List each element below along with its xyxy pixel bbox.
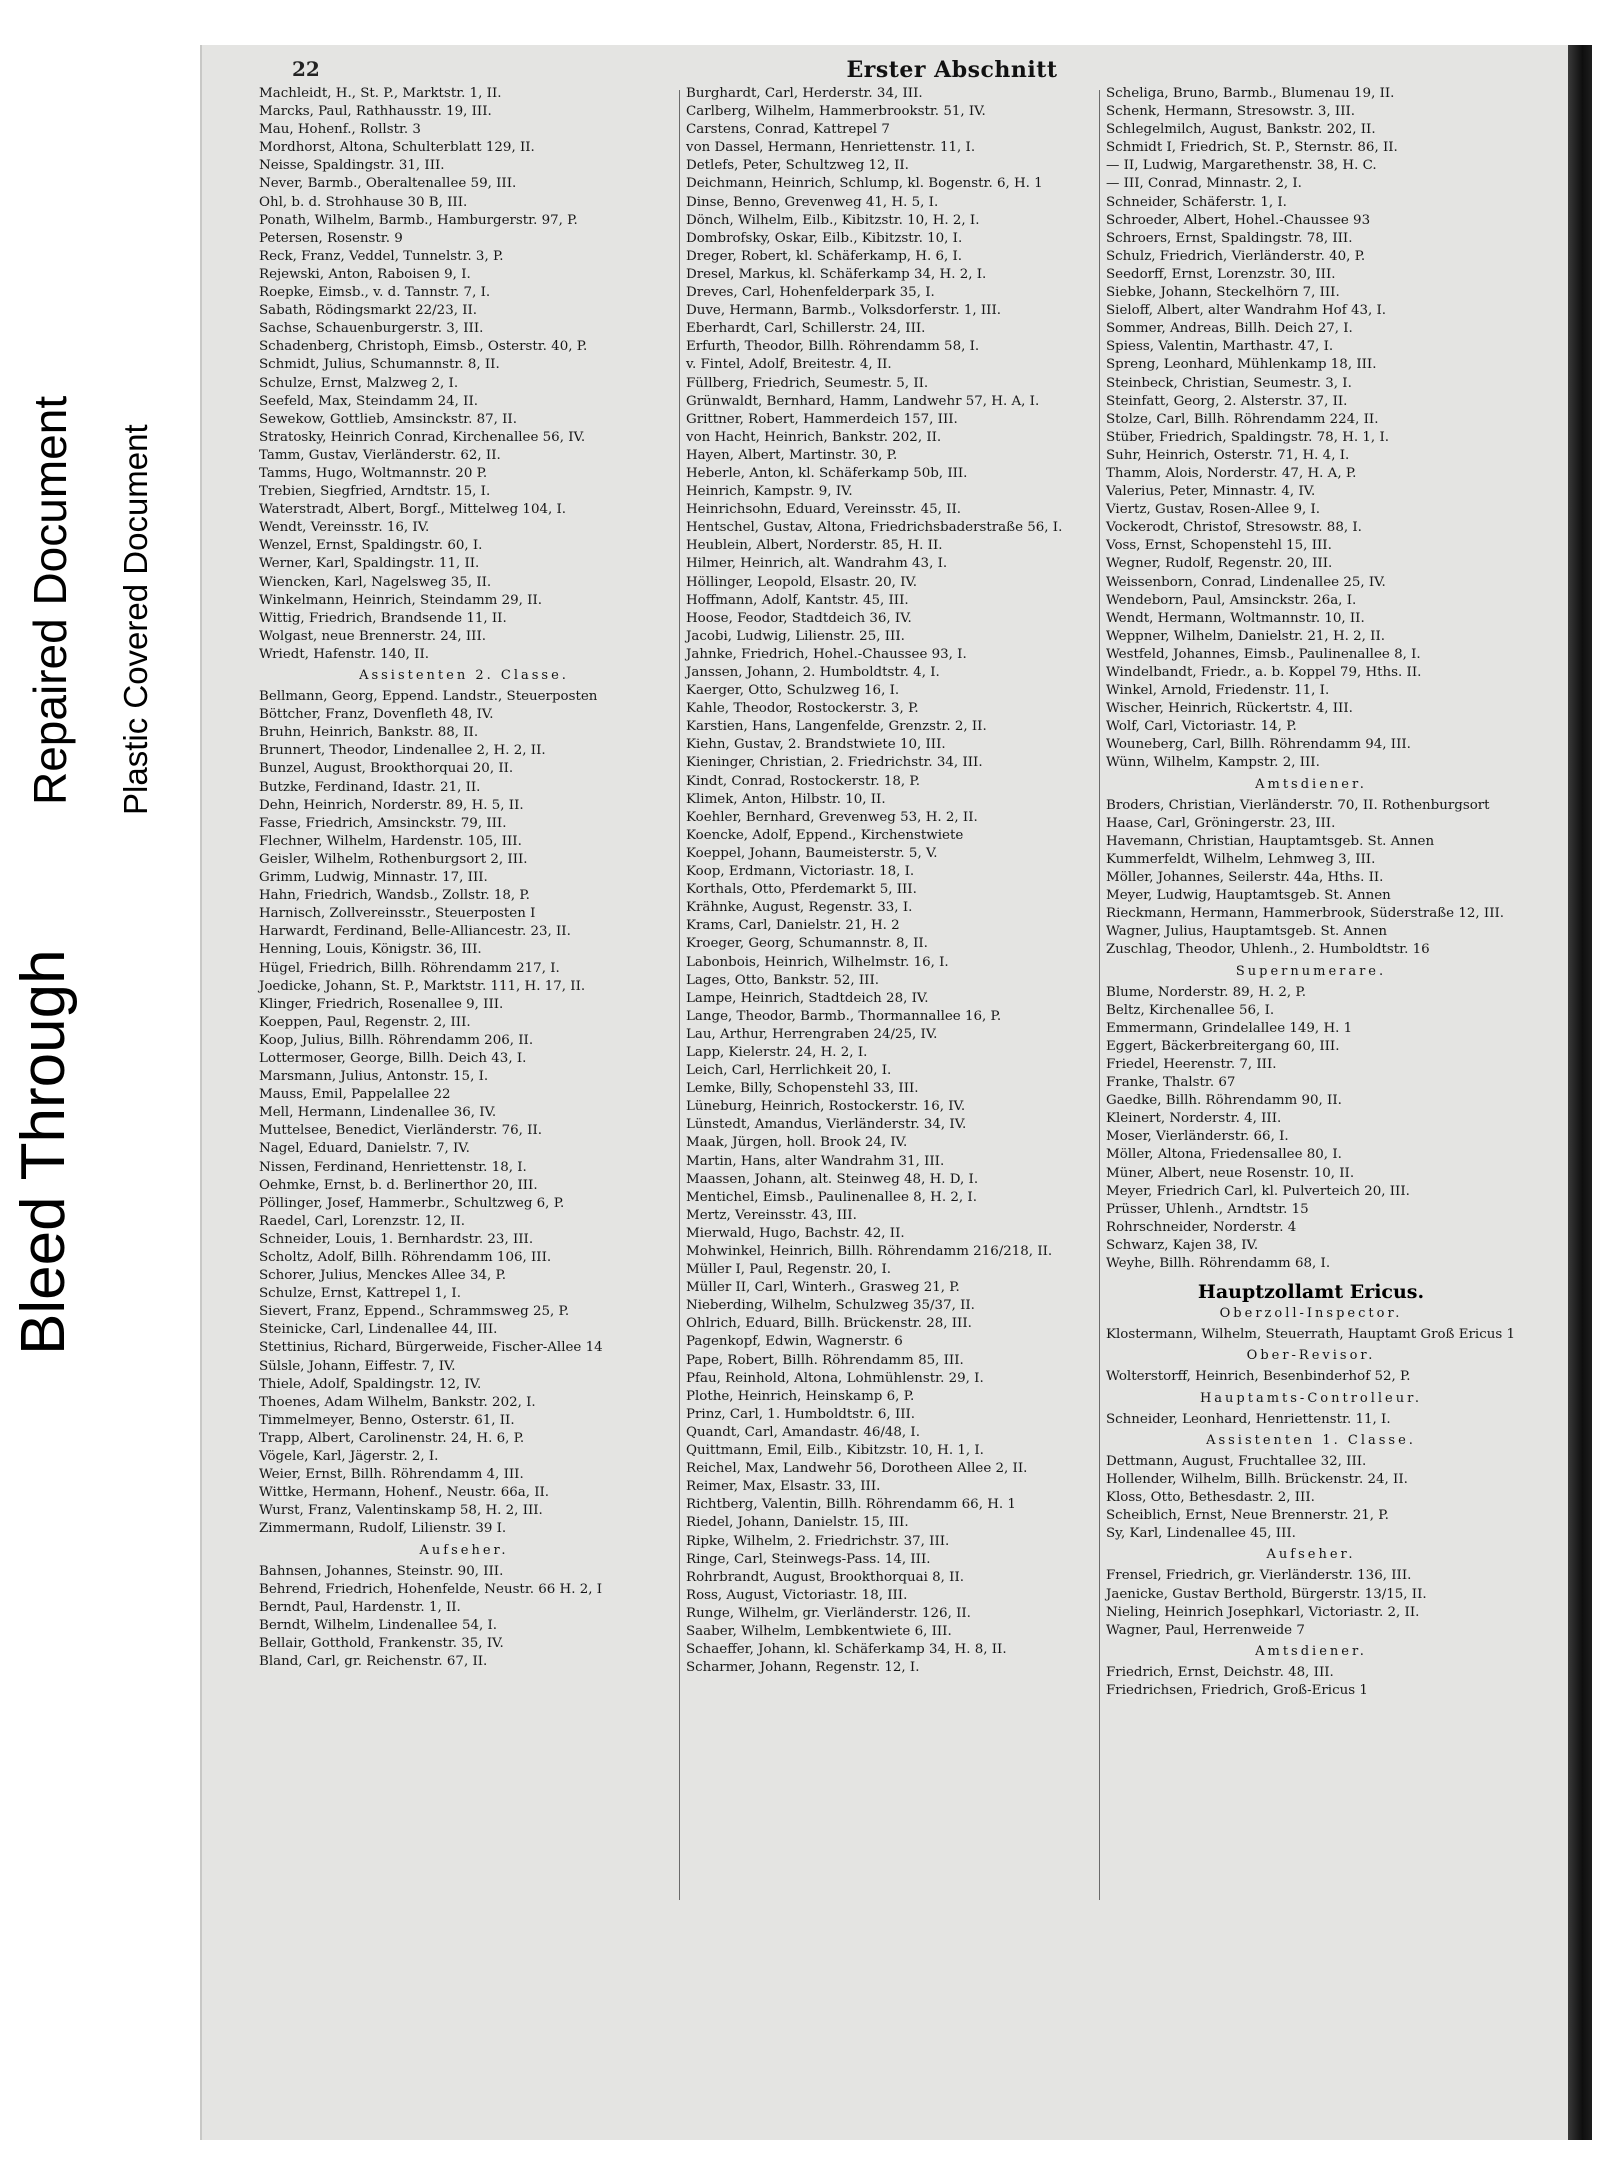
directory-entry: Marsmann, Julius, Antonstr. 15, I. (259, 1069, 489, 1085)
directory-entry: Hügel, Friedrich, Billh. Röhrendamm 217, I. (259, 960, 560, 976)
directory-entry: Wendt, Vereinsstr. 16, IV. (259, 520, 430, 536)
directory-entry: Wagner, Paul, Herrenweide 7 (1106, 1622, 1305, 1638)
directory-entry: Jaenicke, Gustav Berthold, Bürgerstr. 13/15, II. (1106, 1586, 1427, 1602)
directory-entry: Runge, Wilhelm, gr. Vierländerstr. 126, II. (686, 1605, 971, 1621)
directory-entry: Schneider, Louis, 1. Bernhardstr. 23, III. (259, 1231, 534, 1247)
directory-entry: Erfurth, Theodor, Billh. Röhrendamm 58, I. (686, 339, 980, 355)
directory-entry: Weier, Ernst, Billh. Röhrendamm 4, III. (259, 1467, 524, 1483)
directory-entry: Wagner, Julius, Hauptamtsgeb. St. Annen (1106, 924, 1387, 940)
directory-entry: Lange, Theodor, Barmb., Thormannallee 16, P. (686, 1008, 1002, 1024)
directory-entry: Heublein, Albert, Norderstr. 85, H. II. (686, 538, 943, 554)
office-heading: Hauptzollamt Ericus. (1197, 1281, 1425, 1304)
directory-entry: Thiele, Adolf, Spaldingstr. 12, IV. (259, 1376, 482, 1392)
directory-entry: Dreves, Carl, Hohenfelderpark 35, I. (686, 285, 935, 301)
directory-entry: Harnisch, Zollvereinsstr., Steuerposten I (259, 906, 536, 922)
directory-entry: Schorer, Julius, Menckes Allee 34, P. (259, 1268, 507, 1284)
directory-entry: Klostermann, Wilhelm, Steuerrath, Hauptamt Groß Ericus 1 (1106, 1327, 1515, 1343)
directory-entry: Siebke, Johann, Steckelhörn 7, III. (1106, 285, 1340, 301)
directory-entry: Broders, Christian, Vierländerstr. 70, II. Rothenburgsort (1106, 797, 1490, 813)
directory-entry: Kleinert, Norderstr. 4, III. (1106, 1111, 1282, 1127)
directory-entry: Berndt, Paul, Hardenstr. 1, II. (259, 1599, 461, 1615)
directory-entry: v. Fintel, Adolf, Breitestr. 4, II. (686, 357, 892, 373)
directory-entry: Schulz, Friedrich, Vierländerstr. 40, P. (1106, 248, 1366, 264)
directory-entry: Thoenes, Adam Wilhelm, Bankstr. 202, I. (259, 1394, 536, 1410)
directory-entry: Quandt, Carl, Amandastr. 46/48, I. (686, 1424, 920, 1440)
directory-entry: Nieberding, Wilhelm, Schulzweg 35/37, II. (686, 1298, 975, 1314)
directory-entry: Wolgast, neue Brennerstr. 24, III. (259, 628, 486, 644)
directory-entry: Weyhe, Billh. Röhrendamm 68, I. (1106, 1256, 1331, 1271)
section-heading: Supernumerare. (1235, 963, 1387, 979)
directory-entry: Westfeld, Johannes, Eimsb., Paulinenallee 8, I. (1106, 646, 1421, 662)
directory-entry: Rohrbrandt, August, Brookthorquai 8, II. (686, 1569, 965, 1585)
directory-entry: Voss, Ernst, Schopenstehl 15, III. (1106, 538, 1332, 554)
directory-entry: Neisse, Spaldingstr. 31, III. (259, 158, 445, 174)
directory-entry: Bahnsen, Johannes, Steinstr. 90, III. (259, 1563, 504, 1579)
directory-entry: Dresel, Markus, kl. Schäferkamp 34, H. 2, I. (686, 266, 987, 282)
directory-entry: Steinicke, Carl, Lindenallee 44, III. (259, 1322, 498, 1338)
directory-entry: Butzke, Ferdinand, Idastr. 21, II. (259, 779, 481, 795)
directory-entry: Koehler, Bernhard, Grevenweg 53, H. 2, II. (686, 809, 978, 825)
directory-entry: — II, Ludwig, Margarethenstr. 38, H. C. (1106, 158, 1377, 174)
directory-entry: Pagenkopf, Edwin, Wagnerstr. 6 (686, 1334, 903, 1350)
directory-entry: Müner, Albert, neue Rosenstr. 10, II. (1106, 1165, 1355, 1181)
section-heading: Hauptamts-Controlleur. (1199, 1390, 1423, 1406)
section-heading: Assistenten 1. Classe. (1206, 1432, 1416, 1448)
directory-entry: Hilmer, Heinrich, alt. Wandrahm 43, I. (686, 556, 948, 572)
directory-entry: Krähnke, August, Regenstr. 33, I. (686, 900, 913, 916)
directory-entry: Berndt, Wilhelm, Lindenallee 54, I. (259, 1617, 498, 1633)
directory-entry: Kummerfeldt, Wilhelm, Lehmweg 3, III. (1106, 851, 1376, 867)
directory-entry: Mentichel, Eimsb., Paulinenallee 8, H. 2, I. (686, 1189, 977, 1205)
directory-entry: Heinrich, Kampstr. 9, IV. (686, 484, 853, 500)
directory-entry: Marcks, Paul, Rathhausstr. 19, III. (259, 104, 492, 120)
directory-entry: — III, Conrad, Minnastr. 2, I. (1106, 176, 1302, 192)
directory-entry: Schneider, Schäferstr. 1, I. (1106, 194, 1287, 210)
column-divider (679, 90, 680, 1900)
directory-entry: Ripke, Wilhelm, 2. Friedrichstr. 37, III. (686, 1533, 950, 1549)
directory-entry: Möller, Altona, Friedensallee 80, I. (1106, 1147, 1342, 1163)
directory-entry: Scholtz, Adolf, Billh. Röhrendamm 106, III. (259, 1250, 552, 1265)
directory-entry: Möller, Johannes, Seilerstr. 44a, Hths. II. (1106, 870, 1384, 886)
directory-entry: Rieckmann, Hermann, Hammerbrook, Süderstraße 12, III. (1106, 906, 1505, 922)
directory-entry: Saaber, Wilhelm, Lembkentwiete 6, III. (686, 1623, 952, 1639)
directory-entry: Hahn, Friedrich, Wandsb., Zollstr. 18, P. (259, 888, 530, 904)
directory-entry: Scheliga, Bruno, Barmb., Blumenau 19, II. (1106, 86, 1395, 101)
directory-entry: Müller I, Paul, Regenstr. 20, I. (686, 1262, 892, 1278)
directory-entry: Vockerodt, Christof, Stresowstr. 88, I. (1106, 520, 1362, 536)
directory-entry: Müller II, Carl, Winterh., Grasweg 21, P. (686, 1280, 960, 1296)
scanned-page (200, 45, 1592, 2140)
directory-entry: Stolze, Carl, Billh. Röhrendamm 224, II. (1106, 411, 1379, 427)
directory-entry: Sy, Karl, Lindenallee 45, III. (1106, 1526, 1296, 1542)
directory-entry: Wiencken, Karl, Nagelsweg 35, II. (259, 574, 492, 590)
directory-entry: Mordhorst, Altona, Schulterblatt 129, II. (259, 140, 535, 156)
directory-entry: Reimer, Max, Elsastr. 33, III. (686, 1479, 881, 1495)
directory-entry: Joedicke, Johann, St. P., Marktstr. 111, H. 17, II. (259, 978, 586, 994)
directory-entry: Labonbois, Heinrich, Wilhelmstr. 16, I. (686, 954, 949, 970)
directory-entry: Mohwinkel, Heinrich, Billh. Röhrendamm 216/218, II. (686, 1244, 1053, 1259)
directory-entry: Jacobi, Ludwig, Lilienstr. 25, III. (686, 628, 905, 644)
directory-entry: Schulze, Ernst, Malzweg 2, I. (259, 375, 459, 391)
label-bleed-through: Bleed Through (9, 949, 78, 1355)
directory-entry: Grünwaldt, Bernhard, Hamm, Landwehr 57, H. A, I. (686, 393, 1040, 409)
directory-entry: Thamm, Alois, Norderstr. 47, H. A, P. (1106, 465, 1357, 481)
directory-entry: Vögele, Karl, Jägerstr. 2, I. (259, 1449, 439, 1465)
directory-entry: Wolf, Carl, Victoriastr. 14, P. (1106, 719, 1297, 735)
directory-entry: Ohl, b. d. Strohhause 30 B, III. (259, 194, 468, 210)
directory-entry: Behrend, Friedrich, Hohenfelde, Neustr. 66 H. 2, I (259, 1581, 603, 1597)
directory-entry: Reck, Franz, Veddel, Tunnelstr. 3, P. (259, 248, 504, 264)
label-plastic-covered-document: Plastic Covered Document (117, 424, 154, 815)
directory-entry: Beltz, Kirchenallee 56, I. (1106, 1002, 1275, 1018)
directory-entry: Kindt, Conrad, Rostockerstr. 18, P. (686, 773, 920, 789)
directory-entry: Schaeffer, Johann, kl. Schäferkamp 34, H. 8, II. (686, 1642, 1007, 1658)
directory-entry: Plothe, Heinrich, Heinskamp 6, P. (686, 1388, 915, 1404)
directory-entry: Emmermann, Grindelallee 149, H. 1 (1106, 1020, 1353, 1036)
directory-entry: Stettinius, Richard, Bürgerweide, Fischer-Allee 14 (259, 1340, 603, 1356)
directory-entry: Hollender, Wilhelm, Billh. Brückenstr. 24, II. (1106, 1471, 1408, 1487)
directory-entry: Valerius, Peter, Minnastr. 4, IV. (1106, 484, 1316, 500)
directory-entry: Gaedke, Billh. Röhrendamm 90, II. (1106, 1093, 1342, 1109)
directory-entry: Dinse, Benno, Grevenweg 41, H. 5, I. (686, 194, 939, 210)
directory-entry: Wolterstorff, Heinrich, Besenbinderhof 52, P. (1106, 1369, 1411, 1385)
directory-entry: Rohrschneider, Norderstr. 4 (1106, 1219, 1297, 1235)
directory-entry: Wünn, Wilhelm, Kampstr. 2, III. (1106, 755, 1320, 771)
directory-entry: Lottermoser, George, Billh. Deich 43, I. (259, 1050, 527, 1066)
directory-entry: Wurst, Franz, Valentinskamp 58, H. 2, III. (259, 1503, 543, 1519)
directory-entry: Windelbandt, Friedr., a. b. Koppel 79, Hths. II. (1106, 665, 1422, 680)
directory-entry: Nissen, Ferdinand, Henriettenstr. 18, I. (259, 1159, 527, 1175)
column-divider (1099, 90, 1100, 1900)
directory-entry: Mierwald, Hugo, Bachstr. 42, II. (686, 1225, 905, 1241)
directory-entry: Frensel, Friedrich, gr. Vierländerstr. 136, III. (1106, 1568, 1412, 1584)
directory-entry: Friedrich, Ernst, Deichstr. 48, III. (1106, 1664, 1334, 1680)
directory-entry: Bland, Carl, gr. Reichenstr. 67, II. (259, 1654, 488, 1670)
directory-entry: Wendt, Hermann, Woltmannstr. 10, II. (1106, 610, 1365, 626)
overlay-labels (0, 0, 200, 1400)
directory-entry: Jahnke, Friedrich, Hohel.-Chaussee 93, I. (686, 646, 967, 662)
directory-entry: Spreng, Leonhard, Mühlenkamp 18, III. (1106, 357, 1377, 373)
directory-entry: Kaerger, Otto, Schulzweg 16, I. (686, 683, 900, 699)
directory-entry: Timmelmeyer, Benno, Osterstr. 61, II. (259, 1412, 515, 1428)
directory-entry: Bellmann, Georg, Eppend. Landstr., Steuerposten (259, 689, 598, 705)
section-heading: Aufseher. (1266, 1547, 1356, 1563)
directory-entry: Petersen, Rosenstr. 9 (259, 230, 403, 246)
directory-entry: Schmidt, Julius, Schumannstr. 8, II. (259, 357, 500, 373)
directory-entry: Schwarz, Kajen 38, IV. (1106, 1237, 1259, 1253)
directory-entry: Lampe, Heinrich, Stadtdeich 28, IV. (686, 990, 929, 1006)
directory-entry: Detlefs, Peter, Schultzweg 12, II. (686, 158, 909, 174)
directory-entry: Trapp, Albert, Carolinenstr. 24, H. 6, P. (259, 1430, 525, 1446)
directory-entry: Klimek, Anton, Hilbstr. 10, II. (686, 791, 886, 807)
directory-entry: Krams, Carl, Danielstr. 21, H. 2 (686, 918, 900, 934)
directory-entry: Flechner, Wilhelm, Hardenstr. 105, III. (259, 833, 522, 849)
directory-entry: Spiess, Valentin, Marthastr. 47, I. (1106, 339, 1334, 355)
directory-entry: Seedorff, Ernst, Lorenzstr. 30, III. (1106, 266, 1336, 282)
section-heading: Oberzoll-Inspector. (1219, 1306, 1403, 1322)
section-header: Erster Abschnitt (846, 57, 1058, 83)
directory-entry: Wriedt, Hafenstr. 140, II. (259, 646, 430, 662)
directory-entry: Lüneburg, Heinrich, Rostockerstr. 16, IV. (686, 1099, 966, 1115)
directory-entry: Ringe, Carl, Steinwegs-Pass. 14, III. (686, 1551, 931, 1567)
directory-entry: Wittke, Hermann, Hohenf., Neustr. 66a, II. (259, 1485, 550, 1501)
directory-entry: Dettmann, August, Fruchtallee 32, III. (1106, 1453, 1367, 1469)
directory-entry: Schmidt I, Friedrich, St. P., Sternstr. 86, II. (1106, 140, 1398, 156)
directory-entry: Sachse, Schauenburgerstr. 3, III. (259, 321, 484, 337)
directory-entry: Heberle, Anton, kl. Schäferkamp 50b, III. (686, 465, 968, 481)
directory-entry: Steinbeck, Christian, Seumestr. 3, I. (1106, 375, 1352, 391)
directory-entry: Meyer, Friedrich Carl, kl. Pulverteich 20, III. (1106, 1183, 1410, 1199)
label-repaired-document: Repaired Document (24, 395, 76, 805)
directory-column-1 (259, 85, 669, 1671)
directory-entry: Friedrichsen, Friedrich, Groß-Ericus 1 (1106, 1682, 1368, 1698)
directory-entry: Sieloff, Albert, alter Wandrahm Hof 43, I. (1106, 303, 1387, 319)
directory-entry: Riedel, Johann, Danielstr. 15, III. (686, 1515, 909, 1531)
directory-entry: Füllberg, Friedrich, Seumestr. 5, II. (686, 375, 929, 391)
directory-entry: Heinrichsohn, Eduard, Vereinsstr. 45, II. (686, 502, 962, 518)
directory-entry: Sülsle, Johann, Eiffestr. 7, IV. (259, 1358, 456, 1374)
directory-entry: Nieling, Heinrich Josephkarl, Victoriastr. 2, II. (1106, 1604, 1420, 1620)
directory-entry: Deichmann, Heinrich, Schlump, kl. Bogenstr. 6, H. 1 (686, 176, 1043, 192)
directory-entry: Stratosky, Heinrich Conrad, Kirchenallee 56, IV. (259, 429, 586, 445)
directory-entry: Machleidt, H., St. P., Marktstr. 1, II. (259, 86, 502, 101)
section-heading: Amtsdiener. (1255, 1643, 1367, 1659)
directory-entry: Mertz, Vereinsstr. 43, III. (686, 1207, 857, 1223)
directory-entry: Bellair, Gotthold, Frankenstr. 35, IV. (259, 1635, 504, 1651)
directory-entry: Ross, August, Victoriastr. 18, III. (686, 1587, 908, 1603)
directory-entry: Bunzel, August, Brookthorquai 20, II. (259, 761, 514, 777)
page-number: 22 (292, 57, 320, 81)
directory-entry: Roepke, Eimsb., v. d. Tannstr. 7, I. (259, 285, 491, 301)
directory-entry: Franke, Thalstr. 67 (1106, 1075, 1236, 1091)
directory-entry: Weissenborn, Conrad, Lindenallee 25, IV. (1106, 574, 1386, 590)
directory-entry: Koop, Julius, Billh. Röhrendamm 206, II. (259, 1032, 534, 1048)
directory-entry: Henning, Louis, Königstr. 36, III. (259, 942, 482, 958)
directory-entry: Pape, Robert, Billh. Röhrendamm 85, III. (686, 1352, 964, 1368)
directory-entry: Richtberg, Valentin, Billh. Röhrendamm 66, H. 1 (686, 1497, 1016, 1513)
directory-entry: Koop, Erdmann, Victoriastr. 18, I. (686, 864, 915, 880)
directory-entry: Hoffmann, Adolf, Kantstr. 45, III. (686, 592, 909, 608)
directory-entry: Meyer, Ludwig, Hauptamtsgeb. St. Annen (1106, 888, 1391, 904)
directory-entry: Lages, Otto, Bankstr. 52, III. (686, 972, 880, 988)
section-heading: Aufseher. (419, 1542, 509, 1558)
directory-entry: Korthals, Otto, Pferdemarkt 5, III. (686, 882, 917, 898)
directory-entry: Wenzel, Ernst, Spaldingstr. 60, I. (259, 538, 483, 554)
directory-entry: Koeppen, Paul, Regenstr. 2, III. (259, 1014, 471, 1030)
directory-entry: Koeppel, Johann, Baumeisterstr. 5, V. (686, 845, 938, 861)
directory-entry: Friedel, Heerenstr. 7, III. (1106, 1056, 1277, 1072)
directory-entry: Eberhardt, Carl, Schillerstr. 24, III. (686, 321, 926, 337)
directory-entry: Tamm, Gustav, Vierländerstr. 62, II. (259, 447, 501, 463)
directory-entry: Janssen, Johann, 2. Humboldtstr. 4, I. (686, 665, 940, 680)
directory-entry: Waterstradt, Albert, Borgf., Mittelweg 104, I. (259, 502, 567, 518)
directory-entry: Hentschel, Gustav, Altona, Friedrichsbaderstraße 56, I. (686, 520, 1063, 536)
directory-entry: Maak, Jürgen, holl. Brook 24, IV. (686, 1135, 908, 1151)
directory-entry: Seefeld, Max, Steindamm 24, II. (259, 393, 479, 409)
directory-entry: Sievert, Franz, Eppend., Schrammsweg 25, P. (259, 1304, 570, 1320)
directory-entry: Schadenberg, Christoph, Eimsb., Osterstr. 40, P. (259, 339, 588, 355)
directory-entry: Sabath, Rödingsmarkt 22/23, II. (259, 303, 478, 319)
directory-entry: Ohlrich, Eduard, Billh. Brückenstr. 28, III. (686, 1316, 972, 1332)
directory-entry: Karstien, Hans, Langenfelde, Grenzstr. 2, II. (686, 719, 987, 735)
directory-entry: von Hacht, Heinrich, Bankstr. 202, II. (686, 429, 942, 445)
directory-entry: Kieninger, Christian, 2. Friedrichstr. 34, III. (686, 755, 983, 771)
directory-entry: Koencke, Adolf, Eppend., Kirchenstwiete (686, 827, 964, 843)
directory-entry: Carstens, Conrad, Kattrepel 7 (686, 122, 890, 138)
directory-entry: Burghardt, Carl, Herderstr. 34, III. (686, 86, 923, 101)
directory-entry: Suhr, Heinrich, Osterstr. 71, H. 4, I. (1106, 447, 1350, 463)
directory-entry: Eggert, Bäckerbreitergang 60, III. (1106, 1038, 1340, 1054)
directory-entry: Moser, Vierländerstr. 66, I. (1106, 1129, 1289, 1145)
directory-entry: Sewekow, Gottlieb, Amsinckstr. 87, II. (259, 411, 517, 427)
directory-entry: Winkelmann, Heinrich, Steindamm 29, II. (259, 592, 543, 608)
directory-entry: Martin, Hans, alter Wandrahm 31, III. (686, 1153, 945, 1169)
directory-entry: Prinz, Carl, 1. Humboldtstr. 6, III. (686, 1406, 916, 1422)
directory-entry: Höllinger, Leopold, Elsastr. 20, IV. (686, 574, 918, 590)
directory-entry: Pöllinger, Josef, Hammerbr., Schultzweg 6, P. (259, 1195, 565, 1211)
directory-entry: Kahle, Theodor, Rostockerstr. 3, P. (686, 701, 919, 717)
directory-entry: Böttcher, Franz, Dovenfleth 48, IV. (259, 707, 494, 723)
directory-entry: Brunnert, Theodor, Lindenallee 2, H. 2, II. (259, 743, 546, 759)
directory-entry: Viertz, Gustav, Rosen-Allee 9, I. (1106, 502, 1321, 518)
directory-entry: Ponath, Wilhelm, Barmb., Hamburgerstr. 97, P. (259, 212, 578, 228)
directory-entry: Kloss, Otto, Bethesdastr. 2, III. (1106, 1490, 1315, 1506)
directory-entry: Blume, Norderstr. 89, H. 2, P. (1106, 984, 1306, 1000)
directory-column-3 (1106, 85, 1516, 1700)
directory-entry: Schroers, Ernst, Spaldingstr. 78, III. (1106, 230, 1353, 246)
directory-entry: Dombrofsky, Oskar, Eilb., Kibitzstr. 10, I. (686, 230, 963, 246)
directory-entry: Schulze, Ernst, Kattrepel 1, I. (259, 1286, 461, 1302)
directory-entry: Wischer, Heinrich, Rückertstr. 4, III. (1106, 701, 1353, 717)
directory-entry: Haase, Carl, Gröningerstr. 23, III. (1106, 815, 1336, 831)
directory-entry: Reichel, Max, Landwehr 56, Dorotheen Allee 2, II. (686, 1461, 1028, 1477)
directory-entry: Wittig, Friedrich, Brandsende 11, II. (259, 610, 507, 626)
directory-entry: Rejewski, Anton, Raboisen 9, I. (259, 266, 471, 282)
directory-entry: Kroeger, Georg, Schumannstr. 8, II. (686, 936, 928, 952)
directory-entry: Fasse, Friedrich, Amsinckstr. 79, III. (259, 815, 507, 831)
directory-entry: Winkel, Arnold, Friedenstr. 11, I. (1106, 683, 1330, 699)
directory-entry: Schneider, Leonhard, Henriettenstr. 11, I. (1106, 1411, 1391, 1427)
section-heading: Assistenten 2. Classe. (359, 668, 569, 683)
directory-entry: Nagel, Eduard, Danielstr. 7, IV. (259, 1141, 470, 1157)
directory-entry: Zuschlag, Theodor, Uhlenh., 2. Humboldtstr. 16 (1106, 942, 1430, 958)
directory-entry: Prüsser, Uhlenh., Arndtstr. 15 (1106, 1201, 1309, 1217)
directory-entry: Maassen, Johann, alt. Steinweg 48, H. D, I. (686, 1171, 979, 1187)
directory-entry: Tamms, Hugo, Woltmannstr. 20 P. (259, 465, 488, 481)
directory-entry: Never, Barmb., Oberaltenallee 59, III. (259, 176, 517, 192)
directory-entry: Harwardt, Ferdinand, Belle-Alliancestr. 23, II. (259, 924, 571, 940)
directory-entry: Wouneberg, Carl, Billh. Röhrendamm 94, III. (1106, 737, 1411, 753)
directory-entry: Schroeder, Albert, Hohel.-Chaussee 93 (1106, 212, 1371, 228)
directory-entry: Schlegelmilch, August, Bankstr. 202, II. (1106, 122, 1376, 138)
directory-entry: Duve, Hermann, Barmb., Volksdorferstr. 1, III. (686, 303, 1002, 319)
directory-entry: Lünstedt, Amandus, Vierländerstr. 34, IV. (686, 1117, 967, 1133)
directory-entry: Oehmke, Ernst, b. d. Berlinerthor 20, III. (259, 1177, 538, 1193)
section-heading: Amtsdiener. (1255, 776, 1367, 792)
directory-entry: Scharmer, Johann, Regenstr. 12, I. (686, 1660, 920, 1676)
directory-entry: Dehn, Heinrich, Norderstr. 89, H. 5, II. (259, 797, 524, 813)
directory-entry: Trebien, Siegfried, Arndtstr. 15, I. (259, 484, 491, 500)
directory-entry: Carlberg, Wilhelm, Hammerbrookstr. 51, IV. (686, 104, 986, 120)
directory-entry: Lapp, Kielerstr. 24, H. 2, I. (686, 1044, 868, 1060)
directory-entry: von Dassel, Hermann, Henriettenstr. 11, I. (686, 140, 976, 156)
directory-entry: Havemann, Christian, Hauptamtsgeb. St. Annen (1106, 833, 1435, 849)
directory-entry: Zimmermann, Rudolf, Lilienstr. 39 I. (259, 1521, 507, 1537)
directory-entry: Klinger, Friedrich, Rosenallee 9, III. (259, 996, 504, 1012)
directory-entry: Stüber, Friedrich, Spaldingstr. 78, H. 1, I. (1106, 429, 1389, 445)
directory-entry: Lemke, Billy, Schopenstehl 33, III. (686, 1081, 919, 1097)
directory-entry: Dreger, Robert, kl. Schäferkamp, H. 6, I. (686, 248, 963, 264)
directory-entry: Raedel, Carl, Lorenzstr. 12, II. (259, 1213, 466, 1229)
directory-entry: Weppner, Wilhelm, Danielstr. 21, H. 2, II. (1106, 628, 1386, 644)
directory-entry: Quittmann, Emil, Eilb., Kibitzstr. 10, H. 1, I. (686, 1443, 984, 1459)
directory-entry: Muttelsee, Benedict, Vierländerstr. 76, II. (259, 1123, 543, 1139)
directory-entry: Mauss, Emil, Pappelallee 22 (259, 1087, 451, 1103)
directory-entry: Geisler, Wilhelm, Rothenburgsort 2, III. (259, 851, 528, 867)
directory-entry: Wegner, Rudolf, Regenstr. 20, III. (1106, 556, 1333, 572)
directory-entry: Dönch, Wilhelm, Eilb., Kibitzstr. 10, H. 2, I. (686, 212, 980, 228)
directory-entry: Hoose, Feodor, Stadtdeich 36, IV. (686, 610, 912, 626)
directory-entry: Schenk, Hermann, Stresowstr. 3, III. (1106, 104, 1356, 120)
section-heading: Ober-Revisor. (1246, 1348, 1376, 1364)
directory-entry: Leich, Carl, Herrlichkeit 20, I. (686, 1063, 892, 1079)
directory-entry: Wendeborn, Paul, Amsinckstr. 26a, I. (1106, 592, 1357, 608)
directory-entry: Mell, Hermann, Lindenallee 36, IV. (259, 1105, 497, 1121)
directory-entry: Werner, Karl, Spaldingstr. 11, II. (259, 556, 480, 572)
directory-entry: Sommer, Andreas, Billh. Deich 27, I. (1106, 321, 1353, 337)
directory-entry: Hayen, Albert, Martinstr. 30, P. (686, 447, 898, 463)
directory-entry: Kiehn, Gustav, 2. Brandstwiete 10, III. (686, 737, 946, 753)
directory-entry: Steinfatt, Georg, 2. Alsterstr. 37, II. (1106, 393, 1348, 409)
directory-entry: Bruhn, Heinrich, Bankstr. 88, II. (259, 725, 479, 741)
directory-entry: Grimm, Ludwig, Minnastr. 17, III. (259, 870, 488, 886)
directory-entry: Lau, Arthur, Herrengraben 24/25, IV. (686, 1026, 938, 1042)
directory-entry: Scheiblich, Ernst, Neue Brennerstr. 21, P. (1106, 1508, 1389, 1524)
directory-entry: Pfau, Reinhold, Altona, Lohmühlenstr. 29, I. (686, 1370, 984, 1386)
scan-edge (1568, 45, 1592, 2140)
directory-entry: Grittner, Robert, Hammerdeich 157, III. (686, 411, 958, 427)
directory-column-2 (686, 85, 1096, 1677)
directory-entry: Mau, Hohenf., Rollstr. 3 (259, 122, 421, 138)
